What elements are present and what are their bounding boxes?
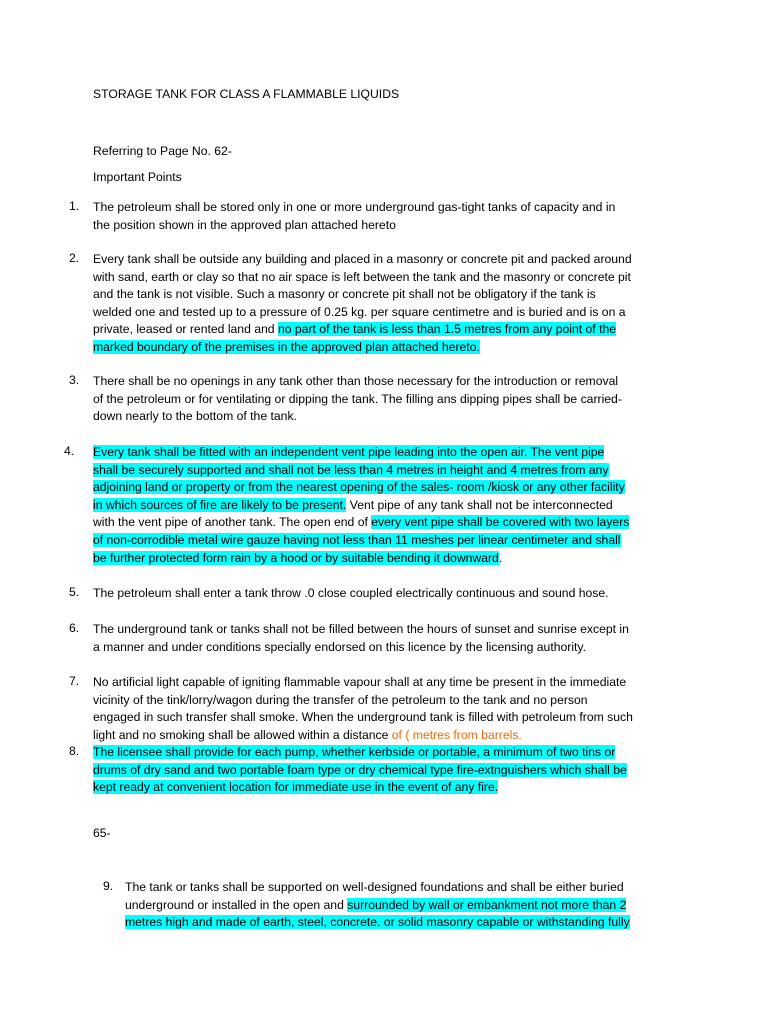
list-item-line [93, 727, 673, 745]
highlighted-text: drums of dry sand and two portable foam type or dry chemical type fire-extnguishers which shall be [93, 762, 627, 777]
body-text: engaged in such transfer shall smoke. When the underground tank is filled with petroleum from such [93, 710, 633, 725]
highlighted-text: every vent pipe shall be covered with two layers [371, 515, 630, 530]
list-item-line [93, 621, 673, 639]
list-item [93, 199, 673, 234]
list-item-line [93, 321, 673, 339]
body-text: The underground tank or tanks shall not be filled between the hours of sunset and sunrise except in [93, 622, 629, 636]
list-item [93, 744, 673, 797]
list-item [93, 621, 673, 656]
highlighted-text: surrounded by wall or embankment not more than 2 [347, 897, 627, 912]
highlighted-text: no part of the tank is less than 1.5 metres from any point of the [277, 322, 617, 337]
list-item-number: 5. [69, 585, 80, 599]
list-item-line [93, 762, 673, 780]
list-item-line [93, 585, 673, 603]
highlighted-text: The licensee shall provide for each pump, whether kerbside or portable, a minimum of two tins or [93, 745, 616, 759]
list-item-number: 9. [103, 879, 114, 893]
body-text: The tank or tanks shall be supported on well-designed foundations and shall be either buried [125, 880, 624, 894]
page-number-label: 65- [93, 826, 111, 840]
section-heading: Important Points [93, 170, 182, 184]
list-item-line [125, 879, 673, 897]
body-text: private, leased or rented land and [93, 322, 278, 337]
body-text: the position shown in the approved plan attached hereto [93, 217, 396, 232]
list-item-number: 1. [69, 199, 80, 213]
body-text: underground or installed in the open and [125, 897, 348, 912]
list-item-line [93, 408, 673, 426]
list-item [93, 444, 673, 567]
list-item [93, 674, 673, 744]
list-item-line [93, 497, 673, 515]
highlighted-text: Every tank shall be fitted with an independent vent pipe leading into the open air. The vent pipe [93, 445, 605, 459]
body-text: The petroleum shall enter a tank throw .0 close coupled electrically continuous and sound hose. [93, 586, 609, 600]
list-item-line [93, 692, 673, 710]
body-text: The petroleum shall be stored only in one or more underground gas-tight tanks of capacity and in [93, 200, 616, 214]
list-item-number: 3. [69, 373, 80, 387]
list-item-line [93, 744, 673, 762]
list-item-number: 8. [69, 744, 80, 758]
list-item-line [93, 391, 673, 409]
list-item-line [93, 339, 673, 357]
list-item-line [93, 462, 673, 480]
highlighted-text: metres high and made of earth, steel, concrete. or solid masonry capable or withstanding fully [125, 915, 630, 930]
highlighted-text: in which sources of fire are likely to be present. [93, 497, 347, 512]
document-title: STORAGE TANK FOR CLASS A FLAMMABLE LIQUIDS [93, 87, 400, 101]
body-text: light and no smoking shall be allowed within a distance [93, 727, 392, 742]
list-item-line [93, 514, 673, 532]
body-text: vicinity of the tink/lorry/wagon during the transfer of the petroleum to the tank and no person [93, 692, 588, 707]
body-text: of the petroleum or for ventilating or dipping the tank. The filling ans dipping pipes shall be carried- [93, 391, 622, 406]
list-item-number: 2. [69, 251, 80, 265]
list-item [93, 373, 673, 426]
body-text: with the vent pipe of another tank. The open end of [93, 515, 372, 530]
list-item-line [93, 709, 673, 727]
list-item-line [93, 286, 673, 304]
highlighted-text: be further protected form rain by a hood or by suitable bending it downward [93, 550, 499, 565]
list-item [93, 251, 673, 357]
highlighted-text: marked boundary of the premises in the approved plan attached hereto. [93, 339, 480, 354]
highlighted-text: shall be securely supported and shall not be less than 4 metres in height and 4 metres from any [93, 462, 609, 477]
list-item-line [93, 479, 673, 497]
list-item-line [93, 674, 673, 692]
list-item-line [125, 897, 673, 915]
body-text: Vent pipe of any tank shall not be interconnected [346, 497, 613, 512]
list-item-line [93, 269, 673, 287]
list-item-line [93, 532, 673, 550]
body-text: Every tank shall be outside any building and placed in a masonry or concrete pit and packed around [93, 252, 632, 266]
body-text: with sand, earth or clay so that no air space is left between the tank and the masonry or concrete pit [93, 269, 631, 284]
list-item-line [93, 217, 673, 235]
list-item-line [93, 373, 673, 391]
list-item-line [93, 251, 673, 269]
list-item [125, 879, 673, 932]
list-item-number: 7. [69, 674, 80, 688]
list-item [93, 585, 673, 603]
page-reference: Referring to Page No. 62- [93, 144, 232, 158]
body-text: welded one and tested up to a pressure of 0.25 kg. per square centimetre and is buried and is on a [93, 304, 626, 319]
list-item-number: 4. [64, 444, 75, 458]
list-item-line [93, 199, 673, 217]
body-text: No artificial light capable of igniting flammable vapour shall at any time be present in the immediate [93, 675, 627, 689]
body-text: . [498, 550, 503, 565]
list-item-line [93, 304, 673, 322]
highlighted-text: of non-corrodible metal wire gauze having not less than 11 meshes per linear centimeter and shall [93, 532, 621, 547]
list-item-line [93, 550, 673, 568]
list-item-line [93, 779, 673, 797]
list-item-number: 6. [69, 621, 80, 635]
highlighted-text: adjoining land or property or from the nearest opening of the sales- room /kiosk or any other facility [93, 480, 625, 495]
body-text: There shall be no openings in any tank other than those necessary for the introduction or removal [93, 374, 619, 388]
list-item-line [125, 914, 673, 932]
body-text: and the tank is not visible. Such a masonry or concrete pit shall not be obligatory if the tank is [93, 287, 596, 302]
list-item-line [93, 444, 673, 462]
body-text: a manner and under conditions specially endorsed on this licence by the licensing authority. [93, 639, 586, 654]
body-text: down nearly to the bottom of the tank. [93, 409, 297, 424]
highlighted-text: kept ready at convenient location for immediate use in the event of any fire. [93, 780, 499, 795]
list-item-line [93, 639, 673, 657]
emphasis-text: of ( metres from barrels. [391, 727, 522, 742]
